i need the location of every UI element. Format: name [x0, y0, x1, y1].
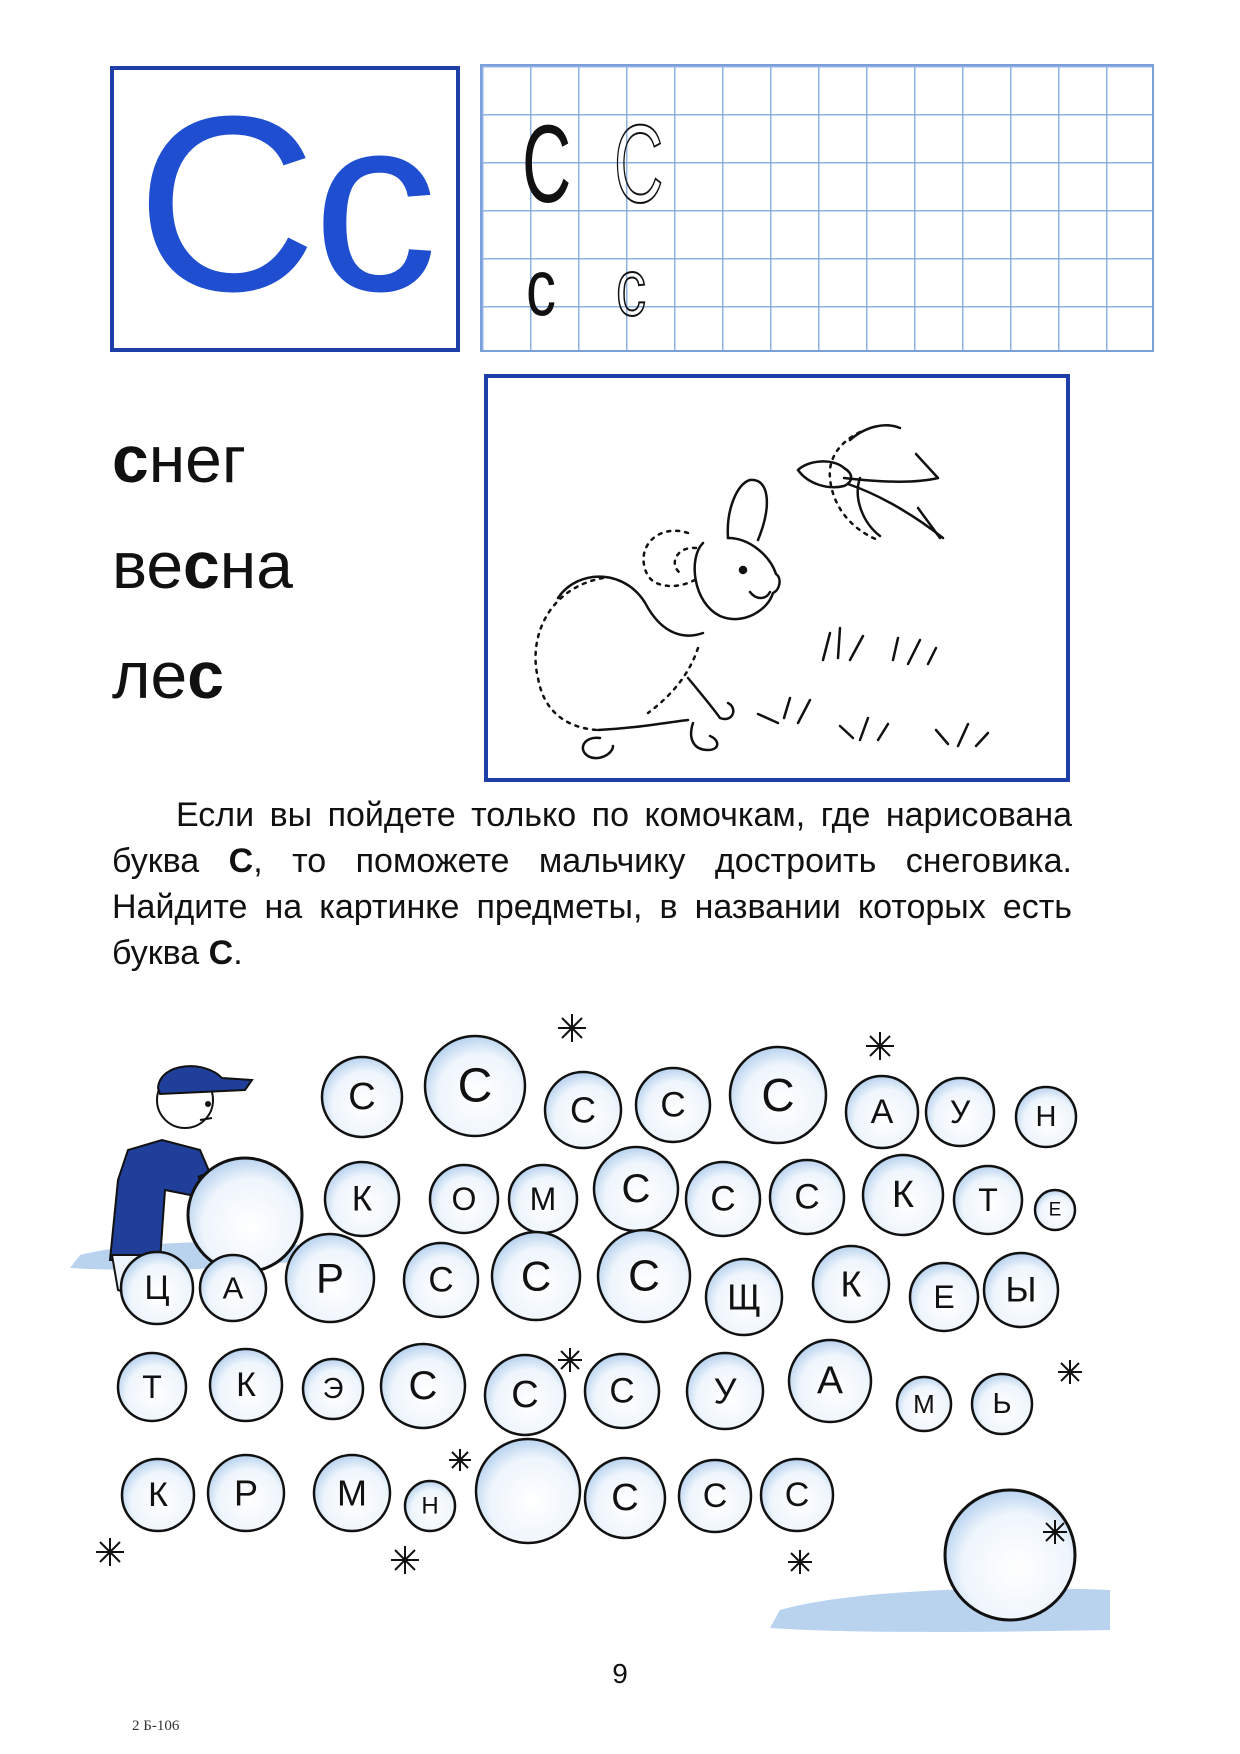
snowball-row5-4: [476, 1439, 580, 1543]
snowball-letter: У: [713, 1370, 737, 1412]
snowball-row1-5: [846, 1076, 918, 1148]
snowball-letter: С: [611, 1477, 639, 1519]
snowball-letter: А: [816, 1359, 844, 1403]
page-number: 9: [612, 1658, 628, 1689]
snowball-row4-3: [381, 1344, 465, 1428]
snowball-letter: Ь: [992, 1388, 1012, 1420]
snowball-letter: Е: [933, 1279, 955, 1315]
bold-letter: С: [208, 934, 234, 972]
snowball-row3-2: [286, 1234, 374, 1322]
snowball-row3-3: [404, 1243, 478, 1317]
snowball-row2-1: [430, 1165, 498, 1233]
trace-lower-dotted: с: [616, 243, 646, 332]
snowball-row3-9: [984, 1253, 1058, 1327]
snowball-row4-1: [210, 1349, 282, 1421]
big-snowball-right: [945, 1490, 1075, 1620]
instruction-text: Если вы пойдете только по комочкам, где нарисована буква С, то поможете мальчику достроить снеговика. Найдите на картинке предметы, в названии которых есть буква С.: [112, 796, 1072, 972]
word-sneg: [112, 422, 246, 496]
word-les: [112, 638, 224, 712]
snowball-row1-0: [322, 1057, 402, 1137]
snowball-game: [0, 1000, 1240, 1660]
snowball-letter: С: [408, 1364, 438, 1408]
snowball-letter: А: [222, 1270, 244, 1306]
snowball-letter: С: [710, 1179, 736, 1219]
tracing-picture: [484, 374, 1070, 782]
snowball-row2-2: [509, 1165, 577, 1233]
snowball-letter: С: [784, 1476, 810, 1514]
snowball-letter: С: [428, 1260, 454, 1300]
snowball-letter: С: [660, 1085, 686, 1125]
tracing-grid: [480, 64, 1154, 352]
snowball-letter: Н: [421, 1492, 439, 1520]
snowball-letter: С: [348, 1076, 376, 1118]
snowball-letter: С: [628, 1251, 660, 1301]
snowball-letter: М: [913, 1389, 935, 1419]
snowball-row3-7: [813, 1246, 889, 1322]
snowball-row1-1: [425, 1036, 525, 1136]
snowball-row1-2: [545, 1072, 621, 1148]
word-before: ле: [112, 638, 188, 712]
footer-print-mark: 2 Б-106: [132, 1718, 180, 1734]
word-bold-letter: с: [187, 638, 224, 712]
snowball-row4-2: [303, 1359, 363, 1419]
snowball-row5-0: [122, 1459, 194, 1531]
snowball-row5-7: [761, 1459, 833, 1531]
snowball-letter: А: [870, 1093, 894, 1131]
snowball-letter: О: [451, 1181, 477, 1217]
mouse-swallow-illustration: [488, 378, 1066, 778]
snowball-row4-7: [789, 1340, 871, 1422]
snowball-letter: К: [351, 1179, 373, 1219]
snowball-row5-1: [208, 1455, 284, 1531]
snowball-letter: С: [570, 1089, 596, 1131]
snowball-letter: Ы: [1005, 1270, 1037, 1310]
snowball-row2-3: [594, 1147, 678, 1231]
snowball-letter: Е: [1048, 1199, 1062, 1221]
snowball-row4-9: [972, 1374, 1032, 1434]
snowball-letter: С: [457, 1059, 493, 1113]
snowball-row4-8: [897, 1377, 951, 1431]
snowball-row3-5: [598, 1230, 690, 1322]
snowball-row3-1: [200, 1255, 266, 1321]
snowball-letter: Т: [978, 1182, 998, 1218]
trace-upper-dotted: С: [614, 103, 664, 226]
snowball-letter: М: [529, 1181, 557, 1217]
snowball-letter: К: [236, 1366, 256, 1404]
snowball-row5-2: [314, 1455, 390, 1531]
snowball-letter: У: [949, 1094, 971, 1130]
word-before: ве: [112, 528, 184, 602]
snowball-row1-7: [1016, 1087, 1076, 1147]
snowball-letter: С: [609, 1371, 635, 1411]
snowball-row5-6: [679, 1460, 751, 1532]
snowball-row1-6: [926, 1078, 994, 1146]
snowball-circle: [476, 1439, 580, 1543]
snowball-letter: К: [148, 1476, 168, 1514]
letter-card: [110, 66, 460, 352]
snowball-letter: С: [794, 1177, 820, 1217]
snowball-row2-8: [1035, 1190, 1075, 1230]
trace-lower-solid: с: [526, 243, 556, 332]
snowball-letter: С: [621, 1167, 651, 1211]
snowball-row3-8: [910, 1263, 978, 1331]
snowball-letter: С: [520, 1252, 552, 1300]
snowball-row2-0: [325, 1162, 399, 1236]
snowball-letter: Н: [1035, 1101, 1057, 1133]
word-rest: нег: [148, 422, 246, 496]
snowball-row1-3: [636, 1068, 710, 1142]
snowball-letter: Р: [315, 1254, 345, 1302]
snowball-row4-4: [485, 1355, 565, 1435]
snowball-row3-6: [706, 1259, 782, 1335]
snowball-letter: Р: [233, 1472, 259, 1514]
snowball-letter: Э: [322, 1373, 344, 1405]
snowball-row5-3: [405, 1481, 455, 1531]
snowball-row2-6: [863, 1155, 943, 1235]
big-letter: Cc: [136, 64, 434, 343]
word-bold-letter: с: [183, 528, 220, 602]
snowball-row3-0: [121, 1252, 193, 1324]
snowball-row1-4: [730, 1047, 826, 1143]
snowball-letter: С: [511, 1374, 539, 1416]
snowball-maze: [0, 1000, 1240, 1660]
snowball-letter: К: [891, 1174, 915, 1216]
trace-upper-solid: С: [522, 103, 572, 226]
snowball-letter: К: [840, 1263, 862, 1305]
snowball-row4-0: [118, 1353, 186, 1421]
snowball-row2-5: [770, 1160, 844, 1234]
snowball-letter: С: [702, 1477, 728, 1515]
snowball-row2-7: [954, 1166, 1022, 1234]
snowball-letter: М: [337, 1472, 367, 1514]
snowball-letter: Ц: [144, 1269, 170, 1307]
snowball-row2-4: [686, 1162, 760, 1236]
snowball-row3-4: [492, 1232, 580, 1320]
bold-letter: С: [228, 842, 254, 880]
snowball-row5-5: [585, 1458, 665, 1538]
snowball-row4-6: [687, 1353, 763, 1429]
word-vesna: [112, 528, 293, 602]
snowball-letter: С: [761, 1069, 795, 1121]
snowball-letter: Щ: [727, 1276, 761, 1318]
snowball-letter: Т: [142, 1369, 162, 1405]
big-snowball-left: [188, 1158, 302, 1272]
word-bold-letter: с: [112, 422, 149, 496]
word-after: на: [219, 528, 293, 602]
snowball-row4-5: [585, 1354, 659, 1428]
